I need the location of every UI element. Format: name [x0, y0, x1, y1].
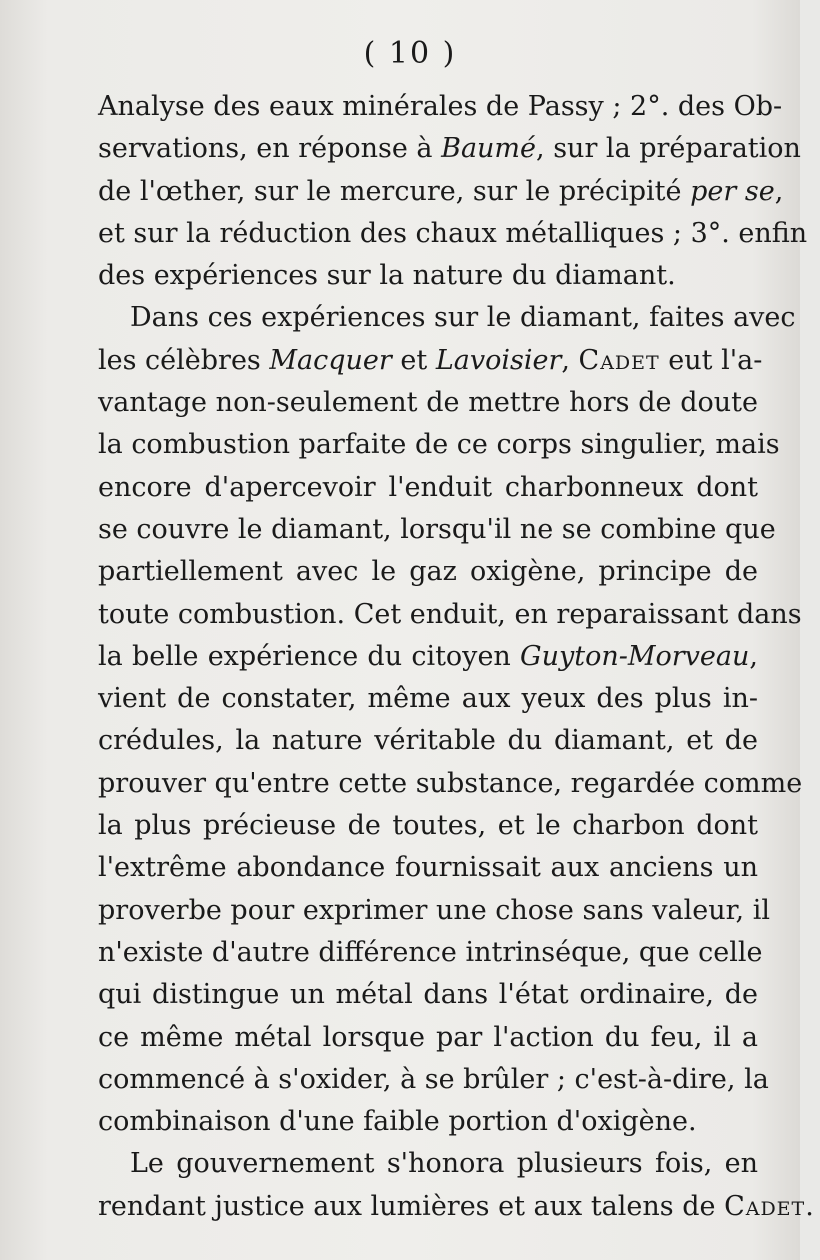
body-text	[98, 86, 814, 1228]
text-line	[98, 128, 801, 170]
name-guyton-morveau: Guyton-Morveau	[520, 640, 750, 672]
text-span: ,	[561, 344, 579, 376]
text-line	[98, 636, 758, 678]
text-span: les célèbres	[98, 344, 270, 376]
text-line	[98, 340, 763, 382]
text-line	[98, 424, 780, 466]
name-baume: Baumé	[441, 133, 537, 165]
text-line	[98, 467, 758, 509]
text-span: des expériences sur la nature du diamant.	[98, 260, 676, 292]
name-macquer: Macquer	[269, 344, 392, 376]
text-span: crédules, la nature véritable du diamant, et de	[98, 725, 758, 757]
text-span: eut l'a-	[659, 344, 763, 376]
text-span: ,	[774, 175, 784, 207]
text-span: vantage non-seulement de mettre hors de doute	[98, 387, 758, 419]
name-lavoisier: Lavoisier	[435, 344, 562, 376]
text-span: de l'œther, sur le mercure, sur le précipité	[98, 175, 691, 207]
text-span: Analyse des eaux minérales de Passy ; 2°. des Ob-	[98, 91, 783, 122]
text-line	[98, 551, 758, 593]
text-span: partiellement avec le gaz oxigène, principe de	[98, 556, 758, 588]
text-line	[98, 509, 776, 551]
text-line	[98, 805, 758, 847]
text-span: qui distingue un métal dans l'état ordinaire, de	[98, 979, 758, 1011]
name-cadet: Cadet	[578, 344, 660, 376]
text-span: et	[391, 344, 436, 376]
text-line	[98, 255, 758, 297]
text-span: la belle expérience du citoyen	[98, 640, 521, 672]
page-number: ( 10 )	[363, 36, 457, 71]
text-span: proverbe pour exprimer une chose sans valeur, il	[98, 894, 770, 926]
text-line	[98, 594, 802, 636]
text-line	[98, 297, 796, 339]
text-line	[98, 890, 770, 932]
text-span: la combustion parfaite de ce corps singulier, mais	[98, 429, 780, 461]
text-span: Dans ces expériences sur le diamant, faites avec	[130, 302, 796, 334]
text-span: commencé à s'oxider, à se brûler ; c'est-à-dire, la	[98, 1063, 769, 1095]
text-line	[98, 932, 763, 974]
text-line	[98, 763, 803, 805]
text-span: combinaison d'une faible portion d'oxigène.	[98, 1106, 697, 1138]
text-line	[98, 720, 758, 762]
text-span: toute combustion. Cet enduit, en reparaissant dans	[98, 598, 802, 630]
text-line	[98, 1059, 769, 1101]
text-span: se couvre le diamant, lorsqu'il ne se combine que	[98, 513, 776, 545]
text-span: n'existe d'autre différence intrinséque, que celle	[98, 936, 763, 968]
text-line	[98, 1186, 814, 1228]
text-line	[98, 213, 808, 255]
text-span: Le gouvernement s'honora plusieurs fois, en	[130, 1148, 758, 1180]
text-line	[98, 86, 783, 128]
text-span: .	[805, 1190, 814, 1222]
text-span: encore d'apercevoir l'enduit charbonneux dont	[98, 471, 758, 503]
text-span: ,	[749, 640, 758, 672]
text-span: et sur la réduction des chaux métalliques ; 3°. enfin	[98, 217, 808, 249]
name-cadet: Cadet	[724, 1190, 806, 1222]
text-line	[98, 1101, 758, 1143]
text-span: servations, en réponse à	[98, 133, 442, 165]
text-line	[98, 1143, 758, 1185]
text-line	[98, 974, 758, 1016]
text-span: vient de constater, même aux yeux des plus in-	[98, 683, 758, 715]
text-span: , sur la préparation	[536, 133, 801, 165]
text-line	[98, 382, 758, 424]
text-line	[98, 847, 758, 889]
text-span: prouver qu'entre cette substance, regardée comme	[98, 767, 803, 799]
text-span: rendant justice aux lumières et aux talens de	[98, 1190, 725, 1222]
latin-per-se: per se	[690, 175, 775, 207]
text-span: ce même métal lorsque par l'action du feu, il a	[98, 1021, 758, 1053]
text-line	[98, 171, 784, 213]
text-span: l'extrême abondance fournissait aux anciens un	[98, 852, 758, 884]
text-line	[98, 1017, 758, 1059]
text-line	[98, 678, 758, 720]
text-span: la plus précieuse de toutes, et le charbon dont	[98, 810, 758, 842]
